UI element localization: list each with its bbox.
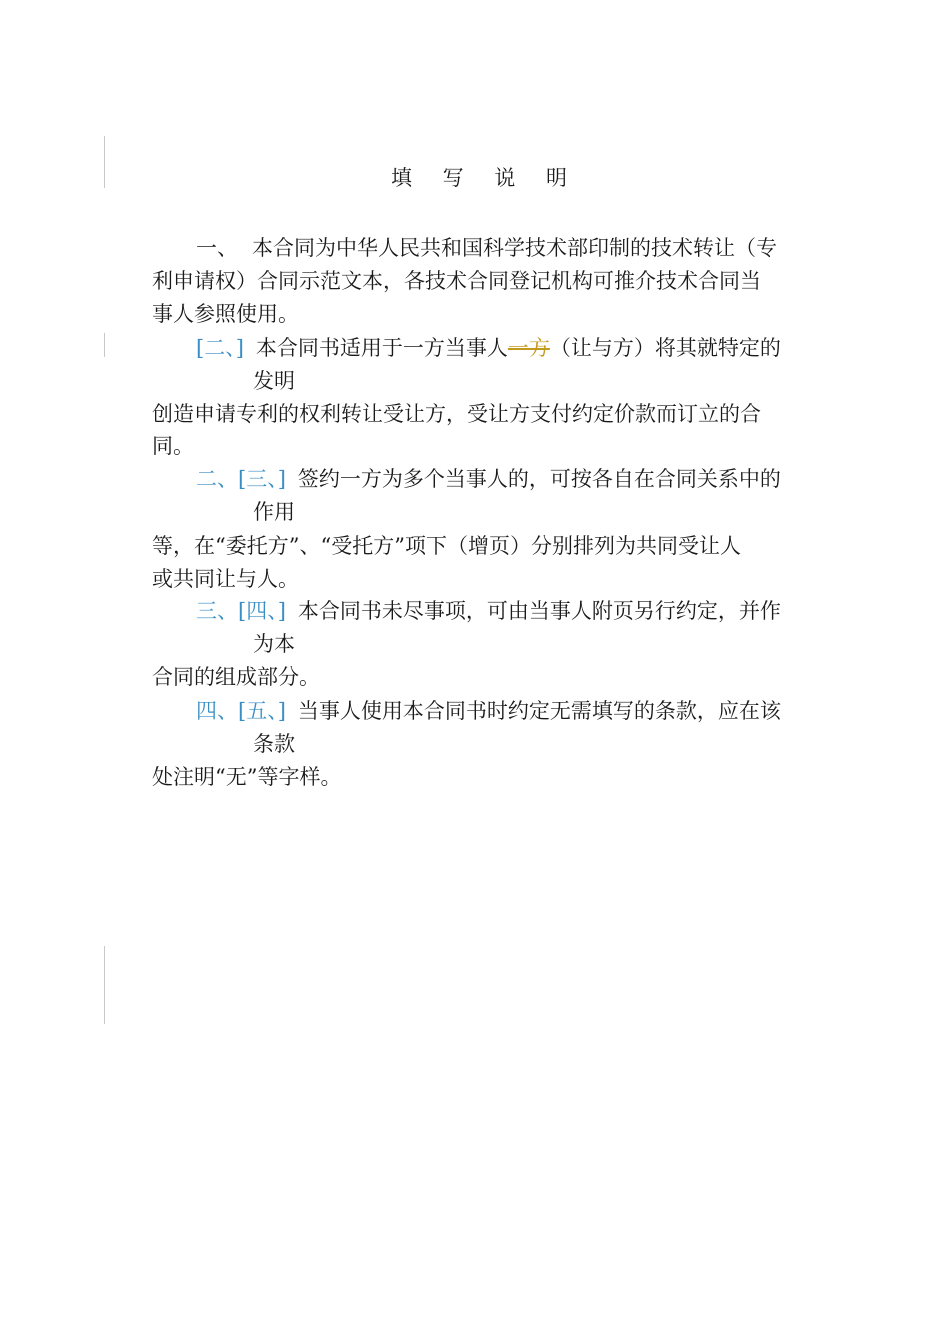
- item-4-continuation: 为本: [253, 632, 295, 656]
- item-3-number: 二、: [196, 467, 238, 491]
- item-2-line-2: 创造申请专利的权利转让受让方，受让方支付约定价款而订立的合: [152, 402, 761, 426]
- item-1-number: 一、: [196, 236, 238, 260]
- item-3-tracked-number: [三、]: [238, 467, 286, 491]
- item-1-line-1: [196, 234, 777, 262]
- item-2-tracked-number: [二、]: [196, 336, 244, 360]
- item-2-line-1: [196, 334, 781, 362]
- item-2-continuation: 发明: [253, 369, 295, 393]
- item-1-line-2: 利申请权）合同示范文本，各技术合同登记机构可推介技术合同当: [152, 269, 761, 293]
- margin-bar-bottom: [104, 946, 105, 1024]
- item-4-number: 三、: [196, 599, 238, 623]
- item-3-text: 签约一方为多个当事人的，可按各自在合同关系中的: [297, 467, 781, 491]
- item-5-line-1: [196, 697, 781, 725]
- item-5-line-2: 处注明“无”等字样。: [152, 765, 342, 789]
- item-5-number: 四、: [196, 699, 238, 723]
- item-2-line-3: 同。: [152, 434, 194, 458]
- item-5-text: 当事人使用本合同书时约定无需填写的条款，应在该: [297, 699, 781, 723]
- item-3-line-2: 等，在“委托方”、“受托方”项下（增页）分别排列为共同受让人: [152, 534, 741, 558]
- margin-bar-mid: [104, 333, 105, 357]
- item-1-line-3: 事人参照使用。: [152, 302, 299, 326]
- item-3-continuation: 作用: [253, 500, 295, 524]
- item-2-text-after: （让与方）将其就特定的: [549, 336, 781, 360]
- item-3-line-3: 或共同让与人。: [152, 567, 299, 591]
- item-4-line-1: [196, 597, 781, 625]
- item-1-text: 本合同为中华人民共和国科学技术部印制的技术转让（专: [252, 236, 777, 260]
- item-4-line-2: 合同的组成部分。: [152, 665, 320, 689]
- item-2-deleted-text: 一方: [507, 336, 550, 360]
- item-5-tracked-number: [五、]: [238, 699, 286, 723]
- item-4-tracked-number: [四、]: [238, 599, 286, 623]
- item-5-continuation: 条款: [253, 732, 295, 756]
- item-3-line-1: [196, 465, 781, 493]
- page-title: 填 写 说 明: [390, 166, 580, 190]
- item-4-text: 本合同书未尽事项，可由当事人附页另行约定，并作: [297, 599, 781, 623]
- item-2-text-before: 本合同书适用于一方当事人: [255, 336, 508, 360]
